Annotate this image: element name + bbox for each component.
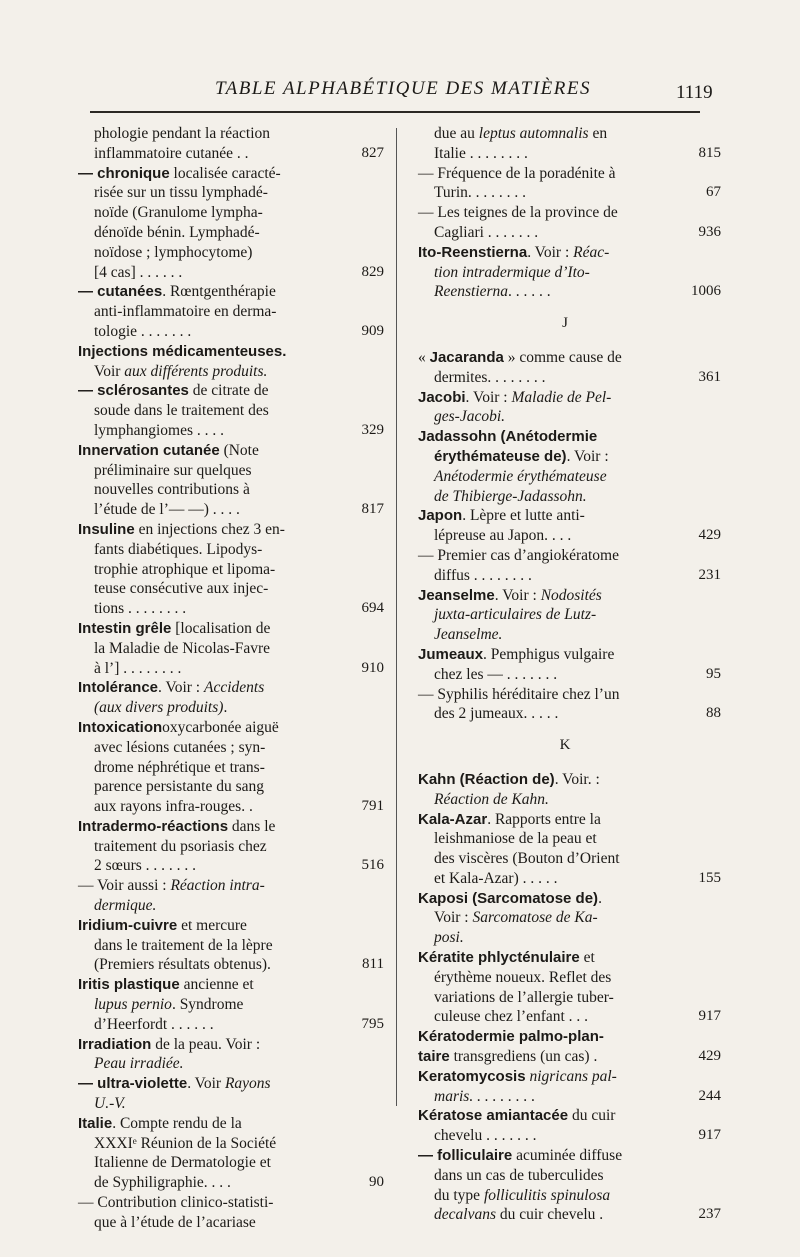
page-ref: 811: [362, 956, 384, 973]
entry-text: avec lésions cutanées ; syn-: [94, 738, 266, 756]
section-letter-k: K: [559, 737, 571, 754]
entry-text: phologie pendant la réaction: [94, 125, 271, 142]
entry-crossref: ges-Jacobi.: [434, 408, 506, 426]
page-ref: 516: [361, 857, 384, 874]
entry-text: que à l’étude de l’acariase: [94, 1213, 256, 1231]
page-number: 1119: [676, 82, 713, 103]
entry-text: transgrediens (un cas) .: [449, 1048, 598, 1066]
entry-crossref: maris. . . . . . . . .: [434, 1087, 536, 1105]
entry-text: et mercure: [177, 916, 247, 934]
page-ref: 67: [706, 184, 721, 201]
entry-crossref: tion intradermique d’Ito-: [434, 263, 590, 281]
entry-text: . Voir :: [158, 679, 204, 697]
entry-crossref: Maladie de Pel-: [511, 388, 612, 406]
page-ref: 917: [698, 1008, 721, 1025]
entry-text: — Voir aussi :: [78, 877, 171, 895]
entry-text: parence persistante du sang: [94, 778, 265, 796]
entry-heading: Jadassohn (Anétodermie: [418, 428, 598, 446]
entry-crossref: Peau irradiée.: [94, 1055, 184, 1073]
entry-text: .: [598, 889, 602, 907]
entry-text: Italienne de Dermatologie et: [94, 1154, 271, 1172]
index-entry: [78, 124, 384, 164]
entry-text: [4 cas] . . . . . .: [94, 263, 183, 281]
entry-text: Turin. . . . . . . .: [434, 184, 527, 202]
index-entry: [418, 506, 721, 546]
index-entry: [78, 718, 384, 817]
entry-text: lymphangiomes . . . .: [94, 421, 225, 439]
index-entry: [418, 1067, 721, 1107]
page-ref: 90: [369, 1174, 384, 1191]
entry-heading: érythémateuse de): [434, 447, 567, 465]
entry-heading: Ito-Reenstierna: [418, 243, 528, 261]
entry-text: inflammatoire cutanée . .: [94, 144, 249, 162]
entry-heading: Kaposi (Sarcomatose de): [418, 889, 599, 907]
entry-heading: Kératose amiantacée: [418, 1107, 569, 1125]
page-ref: 429: [698, 527, 721, 544]
entry-text: dans le traitement de la lèpre: [94, 936, 273, 954]
left-column: [78, 124, 384, 1233]
entry-text: traitement du psoriasis chez: [94, 837, 267, 855]
index-entry: [78, 381, 384, 440]
entry-text: diffus . . . . . . . .: [434, 566, 532, 584]
page-ref: 429: [698, 1048, 721, 1065]
entry-text: de la peau. Voir :: [151, 1035, 261, 1053]
entry-heading: Iritis plastique: [78, 976, 180, 994]
entry-text: acuminée diffuse: [512, 1147, 623, 1165]
page-ref: 936: [698, 223, 721, 240]
index-entry: [418, 889, 712, 948]
page-ref: 909: [361, 322, 384, 339]
entry-heading: Kératite phlycténulaire: [418, 949, 580, 967]
entry-text: d’Heerfordt . . . . . .: [94, 1015, 214, 1033]
entry-text: aux rayons infra-rouges. .: [94, 798, 253, 816]
index-entry: [418, 685, 721, 725]
entry-text: .: [223, 699, 228, 717]
index-entry: [78, 1114, 384, 1193]
entry-text: chevelu . . . . . . .: [434, 1127, 537, 1145]
entry-heading: Intradermo-réactions: [78, 817, 229, 835]
entry-crossref: Rayons: [224, 1075, 271, 1093]
entry-text: . Voir :: [465, 388, 512, 406]
index-entry: [78, 164, 384, 283]
page-ref: 155: [698, 869, 721, 886]
entry-crossref: folliculitis spinulosa: [483, 1186, 611, 1204]
page-ref: 694: [361, 600, 384, 617]
index-entry: [418, 1146, 721, 1225]
entry-crossref: decalvans: [434, 1206, 496, 1224]
entry-text: . Voir :: [566, 447, 609, 465]
entry-crossref: aux différents produits.: [124, 362, 268, 380]
entry-heading: Innervation cutanée: [78, 441, 220, 459]
entry-text: Cagliari . . . . . . .: [434, 223, 539, 241]
column-divider: [396, 128, 397, 1106]
entry-heading: Italie: [78, 1114, 113, 1132]
index-entry: [418, 645, 721, 685]
entry-heading: — sclérosantes: [78, 382, 189, 400]
entry-crossref: nigricans pal-: [525, 1067, 617, 1085]
entry-crossref: dermique.: [94, 897, 157, 915]
entry-heading: — cutanées: [78, 283, 163, 301]
entry-text: XXXIᵉ Réunion de la Société: [94, 1134, 277, 1152]
entry-text: chez les — . . . . . . .: [434, 665, 558, 683]
index-entry: [418, 810, 721, 889]
entry-text: l’étude de l’— —) . . . .: [94, 501, 240, 519]
entry-text: «: [418, 348, 430, 366]
entry-text: — Fréquence de la poradénite à: [418, 164, 616, 182]
index-entry: [78, 342, 372, 382]
entry-text: dénoïde bénin. Lymphadé-: [94, 223, 260, 241]
entry-heading: — chronique: [78, 164, 170, 182]
entry-text: des viscères (Bouton d’Orient: [434, 850, 620, 868]
entry-text: du type: [434, 1186, 484, 1204]
entry-heading: — folliculaire: [418, 1147, 513, 1165]
entry-crossref: posi.: [434, 929, 464, 947]
entry-text: risée sur un tissu lymphadé-: [94, 184, 268, 202]
page-ref: 829: [361, 263, 384, 280]
entry-crossref: Accidents: [203, 679, 265, 697]
entry-text: . Syndrome: [171, 996, 244, 1014]
page-ref: 231: [698, 566, 721, 583]
entry-text: noïdose ; lymphocytome): [94, 243, 253, 261]
entry-text: dermites. . . . . . . .: [434, 368, 546, 386]
entry-text: . . . . . .: [508, 283, 551, 301]
entry-text: et Kala-Azar) . . . . .: [434, 869, 558, 887]
entry-text: du cuir: [568, 1107, 616, 1125]
entry-heading: Keratomycosis: [418, 1067, 526, 1085]
entry-crossref: leptus automnalis: [478, 125, 589, 142]
index-entry: [418, 164, 721, 204]
entry-text: variations de l’allergie tuber-: [434, 988, 614, 1006]
entry-text: préliminaire sur quelques: [94, 461, 252, 479]
entry-heading: taire: [418, 1048, 450, 1066]
entry-text: tions . . . . . . . .: [94, 600, 187, 618]
index-entry: [78, 441, 384, 520]
entry-text: des 2 jumeaux. . . . .: [434, 705, 559, 723]
entry-text: . Lèpre et lutte anti-: [462, 507, 585, 525]
entry-crossref: Jeanselme.: [434, 626, 503, 644]
entry-text: tologie . . . . . . .: [94, 322, 192, 340]
page-ref: 917: [698, 1127, 721, 1144]
entry-text: — Les teignes de la province de: [418, 204, 618, 222]
entry-text: . Pemphigus vulgaire: [483, 645, 615, 663]
index-entry: [418, 427, 712, 506]
entry-text: . Rapports entre la: [487, 810, 601, 828]
entry-text: Italie . . . . . . . .: [434, 144, 528, 162]
running-header-title: TABLE ALPHABÉTIQUE DES MATIÈRES: [215, 78, 591, 99]
index-entry: [78, 678, 372, 718]
index-entry: [418, 203, 721, 243]
entry-heading: Kahn (Réaction de): [418, 770, 555, 788]
entry-text: drome néphrétique et trans-: [94, 758, 265, 776]
entry-heading: Intestin grêle: [78, 619, 172, 637]
entry-text: ancienne et: [179, 976, 254, 994]
entry-crossref: (aux divers produits): [94, 699, 224, 717]
entry-crossref: Nodosités: [540, 586, 602, 604]
entry-crossref: Réac-: [573, 243, 610, 261]
entry-text: 2 sœurs . . . . . . .: [94, 857, 197, 875]
entry-heading: Injections médicamenteuses.: [78, 342, 287, 360]
entry-text: de citrate de: [188, 382, 269, 400]
entry-crossref: Sarcomatose de Ka-: [472, 909, 598, 927]
entry-text: . Voir :: [494, 586, 541, 604]
page-ref: 88: [706, 705, 721, 722]
entry-text: à l’] . . . . . . . .: [94, 659, 182, 677]
entry-heading: — ultra-violette: [78, 1075, 188, 1093]
entry-text: (Note: [219, 441, 259, 459]
entry-text: Voir: [94, 362, 125, 380]
entry-text: dans un cas de tuberculides: [434, 1166, 604, 1184]
entry-text: . Voir: [187, 1075, 225, 1093]
index-entry: [78, 1035, 372, 1075]
entry-text: dans le: [228, 817, 276, 835]
entry-text: en injections chez 3 en-: [134, 520, 285, 538]
page-ref: 791: [361, 798, 384, 815]
entry-text: lépreuse au Japon. . . .: [434, 527, 572, 545]
index-entry: [418, 948, 721, 1027]
entry-text: trophie atrophique et lipoma-: [94, 560, 276, 578]
index-entry: [418, 586, 712, 645]
entry-text: due au: [434, 125, 479, 142]
index-entry: [418, 770, 712, 810]
entry-text: . Voir. :: [554, 770, 600, 788]
entry-crossref: U.-V.: [94, 1095, 126, 1113]
entry-text: érythème noueux. Reflet des: [434, 968, 612, 986]
page-ref: 237: [698, 1206, 721, 1223]
index-entry: [418, 546, 721, 586]
index-entry: [78, 975, 384, 1034]
entry-text: — Premier cas d’angiokératome: [418, 546, 619, 564]
entry-text: la Maladie de Nicolas-Favre: [94, 639, 271, 657]
entry-text: nouvelles contributions à: [94, 481, 250, 499]
entry-heading: Jeanselme: [418, 586, 495, 604]
entry-text: anti-inflammatoire en derma-: [94, 303, 277, 321]
entry-crossref: de Thibierge-Jadassohn.: [434, 487, 587, 505]
entry-text: » comme cause de: [503, 348, 622, 366]
entry-heading: Kala-Azar: [418, 810, 488, 828]
entry-crossref: Réaction de Kahn.: [434, 790, 549, 808]
index-entry: [418, 1027, 721, 1067]
page-ref: 817: [361, 501, 384, 518]
index-entry: [418, 388, 712, 428]
index-entry: [78, 876, 372, 916]
entry-text: Voir :: [434, 909, 473, 927]
entry-crossref: Anétodermie érythémateuse: [434, 467, 607, 485]
entry-text: leishmaniose de la peau et: [434, 830, 597, 848]
index-entry: [78, 619, 384, 678]
entry-crossref: lupus pernio: [94, 996, 172, 1014]
entry-heading: Jumeaux: [418, 645, 484, 663]
entry-text: — Contribution clinico-statisti-: [78, 1194, 274, 1212]
entry-heading: Intoxication: [78, 718, 163, 736]
entry-text: oxycarbonée aiguë: [162, 718, 279, 736]
entry-text: culeuse chez l’enfant . . .: [434, 1008, 589, 1026]
page-ref: 1006: [691, 283, 721, 300]
entry-text: teuse consécutive aux injec-: [94, 580, 269, 598]
entry-crossref: Reenstierna: [434, 283, 509, 301]
page-ref: 815: [698, 144, 721, 161]
entry-text: du cuir chevelu .: [495, 1206, 604, 1224]
page-ref: 244: [698, 1087, 721, 1104]
entry-crossref: juxta-articulaires de Lutz-: [434, 606, 597, 624]
entry-text: (Premiers résultats obtenus).: [94, 956, 271, 974]
entry-text: [localisation de: [171, 619, 271, 637]
index-entry: [78, 1074, 372, 1114]
entry-heading: Irradiation: [78, 1035, 152, 1053]
entry-crossref: Réaction intra-: [170, 877, 265, 895]
entry-text: en: [588, 125, 608, 142]
header-rule: [90, 111, 700, 113]
entry-text: . Rœntgenthérapie: [162, 283, 276, 301]
index-entry: [78, 1193, 372, 1233]
entry-text: fants diabétiques. Lipodys-: [94, 540, 263, 558]
page-ref: 795: [361, 1015, 384, 1032]
index-entry: [78, 282, 384, 341]
entry-text: soude dans le traitement des: [94, 402, 269, 420]
entry-heading: Jacaranda: [429, 348, 504, 366]
entry-heading: Intolérance: [78, 679, 159, 697]
page-ref: 329: [361, 421, 384, 438]
entry-text: — Syphilis héréditaire chez l’un: [418, 685, 620, 703]
index-entry: [78, 817, 384, 876]
index-entry: [418, 1106, 721, 1146]
page-ref: 827: [361, 144, 384, 161]
index-entry: [418, 243, 721, 302]
entry-heading: Japon: [418, 507, 463, 525]
page-ref: 361: [698, 368, 721, 385]
section-letter-j: J: [562, 315, 568, 332]
index-entry: [418, 348, 721, 388]
entry-text: . Compte rendu de la: [112, 1114, 242, 1132]
entry-text: localisée caracté-: [169, 164, 281, 182]
entry-text: et: [579, 949, 595, 967]
right-column: [418, 124, 721, 1225]
index-entry: [78, 916, 384, 975]
page-ref: 910: [361, 659, 384, 676]
entry-heading: Kératodermie palmo-plan-: [418, 1028, 604, 1046]
page-ref: 95: [706, 665, 721, 682]
entry-heading: Iridium-cuivre: [78, 916, 178, 934]
entry-text: de Syphiligraphie. . . .: [94, 1174, 231, 1192]
entry-text: noïde (Granulome lympha-: [94, 204, 263, 222]
index-entry: [78, 520, 384, 619]
entry-heading: Insuline: [78, 520, 135, 538]
index-entry: [418, 124, 721, 164]
entry-text: . Voir :: [527, 243, 574, 261]
entry-heading: Jacobi: [418, 388, 466, 406]
